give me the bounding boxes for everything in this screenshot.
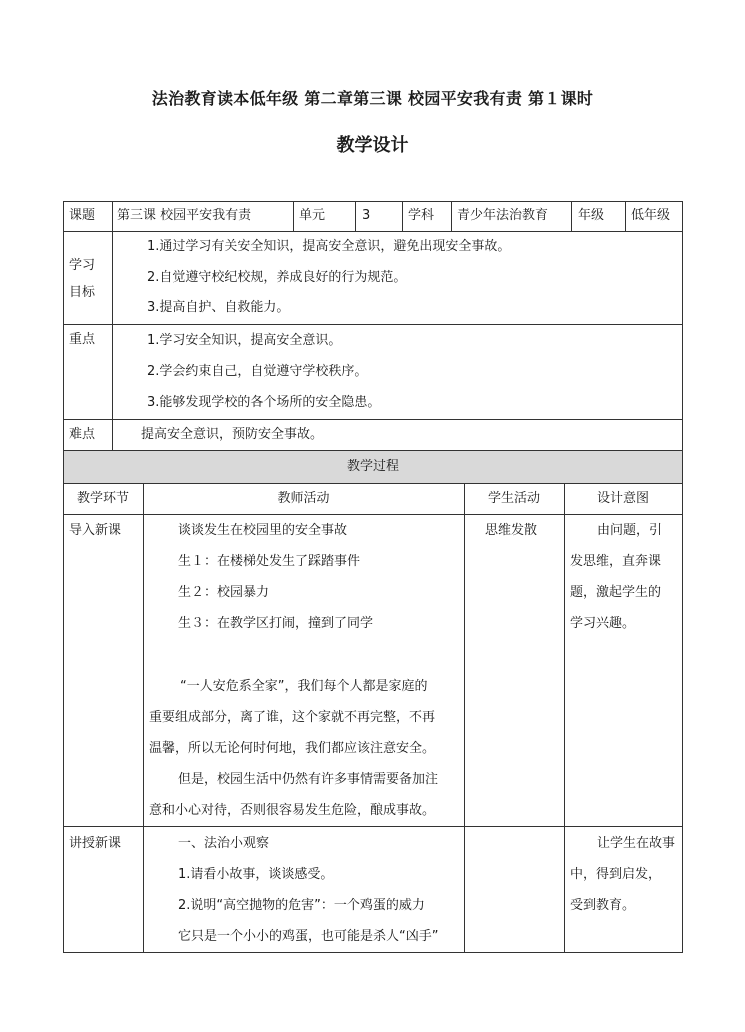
key-point-item: 1.学习安全知识，提高安全意识。 [147, 333, 342, 348]
subject-label: 学科 [408, 208, 435, 223]
lesson-value: 第三课 校园平安我有责 [117, 208, 252, 223]
teacher-line: 意和小心对待，否则很容易发生危险，酿成事故。 [149, 803, 436, 818]
col-divider [112, 231, 113, 450]
teacher-line: 生１：在楼梯处发生了踩踏事件 [178, 554, 361, 569]
document-subtitle: 教学设计 [336, 135, 409, 156]
teacher-line: 2.说明“高空抛物的危害”：一个鸡蛋的威力 [178, 898, 425, 913]
teacher-line: 一、法治小观察 [178, 836, 270, 851]
col-divider [625, 201, 626, 231]
goals-label-line2: 目标 [69, 285, 96, 300]
intent-line: 学习兴趣。 [570, 616, 636, 631]
table-border-left [63, 201, 64, 953]
row-divider [63, 231, 683, 232]
stage-cell: 讲授新课 [69, 836, 122, 851]
grade-label: 年级 [578, 208, 605, 223]
intent-line: 让学生在故事 [597, 836, 676, 851]
goal-item: 1.通过学习有关安全知识，提高安全意识，避免出现安全事故。 [147, 239, 511, 254]
teacher-line: 生２：校园暴力 [178, 585, 270, 600]
teacher-line: 谈谈发生在校园里的安全事故 [178, 523, 348, 538]
row-divider [63, 450, 683, 451]
table-border-bottom [63, 952, 683, 953]
key-point-item: 3.能够发现学校的各个场所的安全隐患。 [147, 395, 381, 410]
col-divider [112, 201, 113, 231]
document-title: 法治教育读本低年级 第二章第三课 校园平安我有责 第１课时 [151, 89, 594, 108]
col-divider [464, 483, 465, 952]
grade-value: 低年级 [631, 208, 671, 223]
col-divider [293, 201, 294, 231]
intent-line: 中，得到启发， [570, 867, 662, 882]
difficulty-label: 难点 [69, 427, 96, 442]
subject-value: 青少年法治教育 [457, 208, 549, 223]
col-divider [402, 201, 403, 231]
header-student: 学生活动 [487, 491, 540, 506]
row-divider [63, 324, 683, 325]
intent-line: 受到教育。 [570, 898, 636, 913]
teacher-line: 温馨，所以无论何时何地，我们都应该注意安全。 [149, 741, 436, 756]
teacher-line: 重要组成部分，离了谁，这个家就不再完整，不再 [149, 710, 436, 725]
col-divider [355, 201, 356, 231]
teacher-line: 它只是一个小小的鸡蛋，也可能是杀人“凶手” [178, 929, 439, 944]
stage-cell: 导入新课 [69, 523, 122, 538]
lesson-label: 课题 [69, 208, 96, 223]
intent-line: 题，激起学生的 [570, 585, 662, 600]
header-intent: 设计意图 [596, 491, 649, 506]
student-activity: 思维发散 [485, 523, 538, 538]
col-divider [451, 201, 452, 231]
row-divider [63, 826, 683, 827]
header-stage: 教学环节 [76, 491, 129, 506]
teacher-line: 但是，校园生活中仍然有许多事情需要备加注 [178, 772, 439, 787]
teacher-line: 1.请看小故事，谈谈感受。 [178, 867, 334, 882]
table-border-top [63, 201, 683, 202]
row-divider [63, 419, 683, 420]
key-points-label: 重点 [69, 332, 96, 347]
table-border-right [682, 201, 683, 953]
difficulty-text: 提高安全意识，预防安全事故。 [141, 427, 324, 442]
key-point-item: 2.学会约束自己，自觉遵守学校秩序。 [147, 364, 368, 379]
row-divider [63, 483, 683, 484]
header-teacher: 教师活动 [277, 491, 330, 506]
col-divider [143, 483, 144, 952]
goal-item: 3.提高自护、自救能力。 [147, 300, 290, 315]
col-divider [564, 483, 565, 952]
unit-value: 3 [362, 208, 371, 223]
teacher-line: 生３：在教学区打闹，撞到了同学 [178, 616, 374, 631]
intent-line: 发思维，直奔课 [570, 554, 662, 569]
intent-line: 由问题，引 [597, 523, 663, 538]
goal-item: 2.自觉遵守校纪校规，养成良好的行为规范。 [147, 270, 407, 285]
process-title: 教学过程 [346, 459, 399, 474]
teacher-line: “一人安危系全家”，我们每个人都是家庭的 [180, 679, 428, 694]
goals-label-line1: 学习 [69, 258, 96, 273]
row-divider [63, 514, 683, 515]
col-divider [571, 201, 572, 231]
unit-label: 单元 [299, 208, 326, 223]
